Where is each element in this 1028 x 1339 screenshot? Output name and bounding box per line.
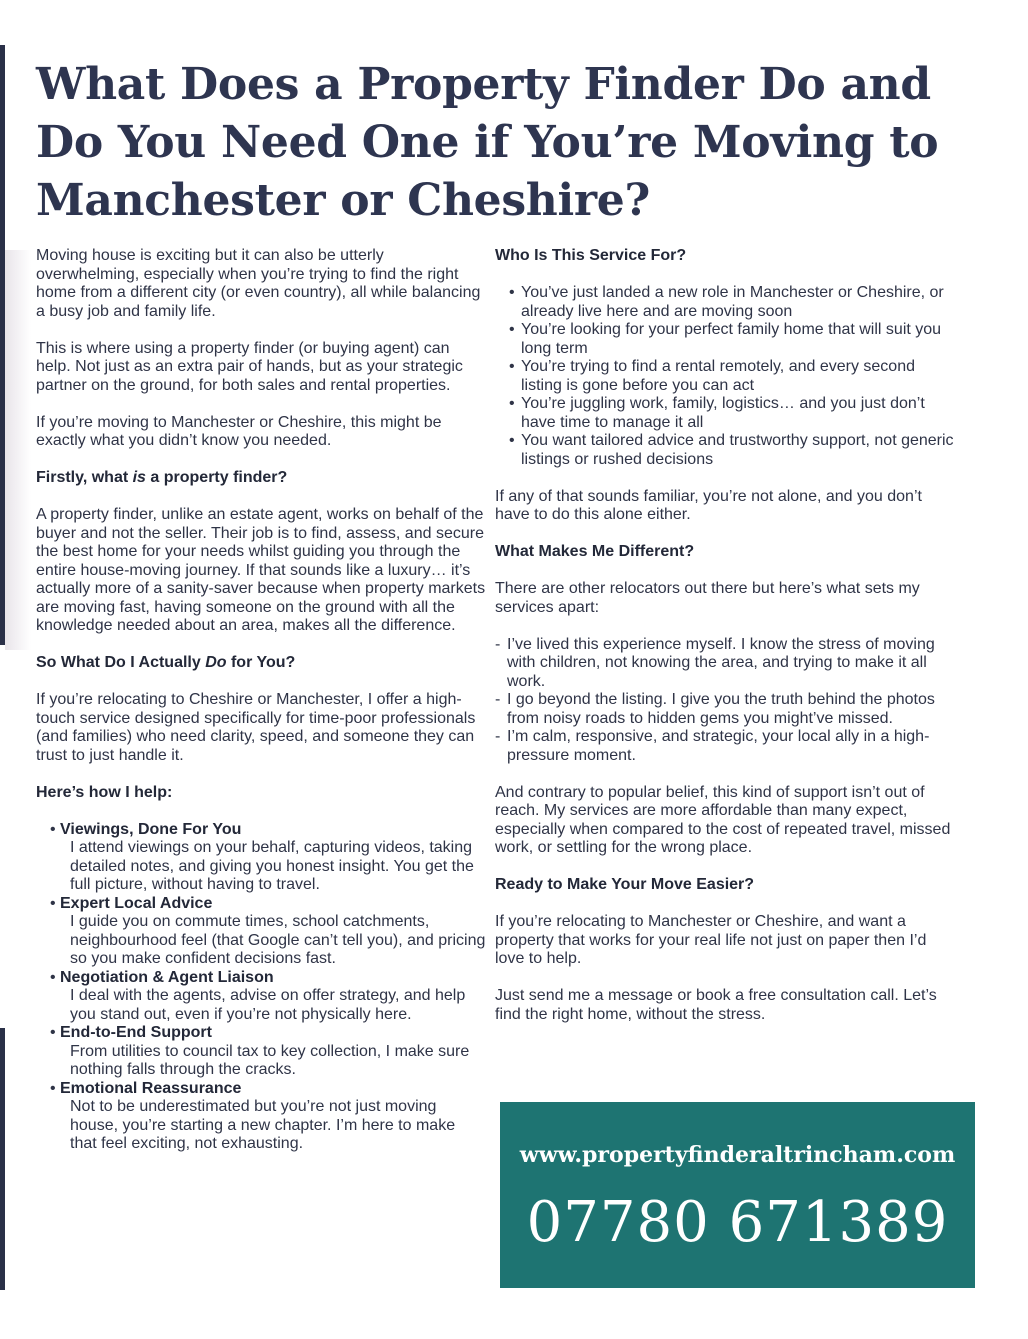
article-title: What Does a Property Finder Do and Do You Need One if You’re Moving to Manchester or Cheshire?: [36, 59, 939, 226]
who-item-text: You want tailored advice and trustworthy support, not generic listings or rushed decisions: [521, 432, 954, 468]
do-heading-em: Do: [205, 654, 227, 671]
dash-icon: -: [495, 635, 501, 653]
help-list: [36, 821, 486, 1154]
who-item-text: You’ve just landed a new role in Manchester or Cheshire, or already live here and are moving soon: [521, 284, 944, 320]
ready-paragraph-2: Just send me a message or book a free consultation call. Let’s find the right home, without the stress.: [495, 987, 937, 1023]
help-item: [50, 1080, 486, 1154]
who-item: [509, 358, 957, 395]
help-item-title: • Negotiation & Agent Liaison: [60, 968, 274, 986]
diff-item: [495, 728, 957, 765]
right-column: [495, 247, 957, 1043]
who-after: If any of that sounds familiar, you’re not alone, and you don’t have to do this alone either.: [495, 487, 922, 523]
diff-item: [495, 636, 957, 692]
do-heading: [36, 654, 486, 673]
what-heading-em: is: [132, 469, 146, 486]
who-item: [509, 321, 957, 358]
bullet-icon: •: [509, 358, 515, 375]
diff-item: [495, 691, 957, 728]
help-item-desc: I deal with the agents, advise on offer strategy, and help you stand out, even if you’re not physically here.: [70, 987, 466, 1023]
help-item-desc: From utilities to council tax to key collection, I make sure nothing falls through the cracks.: [70, 1042, 470, 1078]
do-heading-post: for You?: [226, 654, 296, 671]
what-heading-post: a property finder?: [145, 469, 288, 486]
help-item-desc: Not to be underestimated but you’re not just moving house, you’re starting a new chapter. I’m here to make that feel exciting, not exhausting.: [70, 1098, 456, 1152]
ready-paragraph-1: If you’re relocating to Manchester or Cheshire, and want a property that works for your real life not just on paper then I’d love to help.: [495, 913, 927, 967]
what-body: A property finder, unlike an estate agent, works on behalf of the buyer and not the seller. Their job is to find, assess, and secure the best home for your needs whilst guiding you through the entire house-moving journey. If that sounds like a luxury… it’s actually more of a sanity-saver because when property markets are moving fast, having someone on the ground with all the knowledge needed about an area, makes all the difference.: [36, 506, 486, 634]
ready-heading: Ready to Make Your Move Easier?: [495, 876, 755, 893]
who-item-text: You’re juggling work, family, logistics… and you just don’t have time to manage it all: [521, 395, 925, 431]
who-list: [495, 284, 957, 469]
dash-icon: -: [495, 691, 501, 708]
who-item: [509, 284, 957, 321]
help-item-title: • Viewings, Done For You: [60, 820, 242, 838]
website-url[interactable]: www.propertyfinderaltrincham.com: [519, 1142, 956, 1168]
help-item-desc: I guide you on commute times, school catchments, neighbourhood feel (that Google can’t tell you), and pricing so you make confident decisions fast.: [70, 913, 486, 967]
help-item: [50, 821, 486, 895]
phone-number[interactable]: 07780 671389: [526, 1190, 949, 1255]
diff-after: And contrary to popular belief, this kind of support isn’t out of reach. My services are more affordable than many expect, especially when compared to the cost of repeated travel, missed work, or settling for the wrong place.: [495, 783, 951, 856]
contact-box: [500, 1102, 975, 1288]
bullet-icon: •: [509, 432, 515, 449]
diff-heading: What Makes Me Different?: [495, 543, 695, 560]
who-item: [509, 395, 957, 432]
do-heading-pre: So What Do I Actually: [36, 654, 206, 671]
intro-paragraph-1: Moving house is exciting but it can also be utterly overwhelming, especially when you’re trying to find the right home from a different city (or even country), all while balancing a busy job and family life.: [36, 247, 481, 320]
diff-intro: There are other relocators out there but here’s what sets my services apart:: [495, 580, 920, 616]
help-item-title: • End-to-End Support: [60, 1024, 212, 1041]
what-heading-pre: Firstly, what: [36, 469, 133, 486]
who-item: [509, 432, 957, 469]
help-item: [50, 895, 486, 969]
who-heading: Who Is This Service For?: [495, 247, 687, 264]
diff-item-text: I’m calm, responsive, and strategic, your local ally in a high-pressure moment.: [507, 728, 930, 764]
help-heading: Here’s how I help:: [36, 783, 173, 801]
what-heading: [36, 469, 486, 488]
help-item-title: • Emotional Reassurance: [60, 1079, 242, 1097]
diff-list: [495, 636, 957, 766]
diff-item-text: I go beyond the listing. I give you the truth behind the photos from noisy roads to hidden gems you might’ve missed.: [507, 691, 935, 727]
who-item-text: You’re trying to find a rental remotely, and every second listing is gone before you can act: [521, 358, 915, 394]
help-item-title: • Expert Local Advice: [60, 894, 213, 912]
bullet-icon: •: [509, 284, 515, 301]
diff-item-text: I’ve lived this experience myself. I know the stress of moving with children, not knowing the area, and trying to make it all work.: [507, 635, 935, 690]
left-edge-bar-bottom: [0, 1028, 5, 1290]
bullet-icon: •: [509, 321, 515, 338]
help-item-desc: I attend viewings on your behalf, capturing videos, taking detailed notes, and giving you honest insight. You get the full picture, without having to travel.: [70, 839, 474, 893]
do-body: If you’re relocating to Cheshire or Manchester, I offer a high-touch service designed specifically for time-poor professionals (and families) who need clarity, speed, and someone they can trust to just handle it.: [36, 691, 476, 764]
left-column: [36, 247, 486, 1154]
who-item-text: You’re looking for your perfect family home that will suit you long term: [521, 321, 942, 357]
bullet-icon: •: [509, 395, 515, 412]
help-item: [50, 969, 486, 1025]
intro-paragraph-2: This is where using a property finder (or buying agent) can help. Not just as an extra pair of hands, but as your strategic partner on the ground, for both sales and rental properties.: [36, 339, 463, 394]
left-edge-image-strip: [5, 250, 31, 650]
help-item: [50, 1024, 486, 1080]
intro-paragraph-3: If you’re moving to Manchester or Cheshire, this might be exactly what you didn’t know you needed.: [36, 413, 442, 449]
dash-icon: -: [495, 728, 501, 745]
